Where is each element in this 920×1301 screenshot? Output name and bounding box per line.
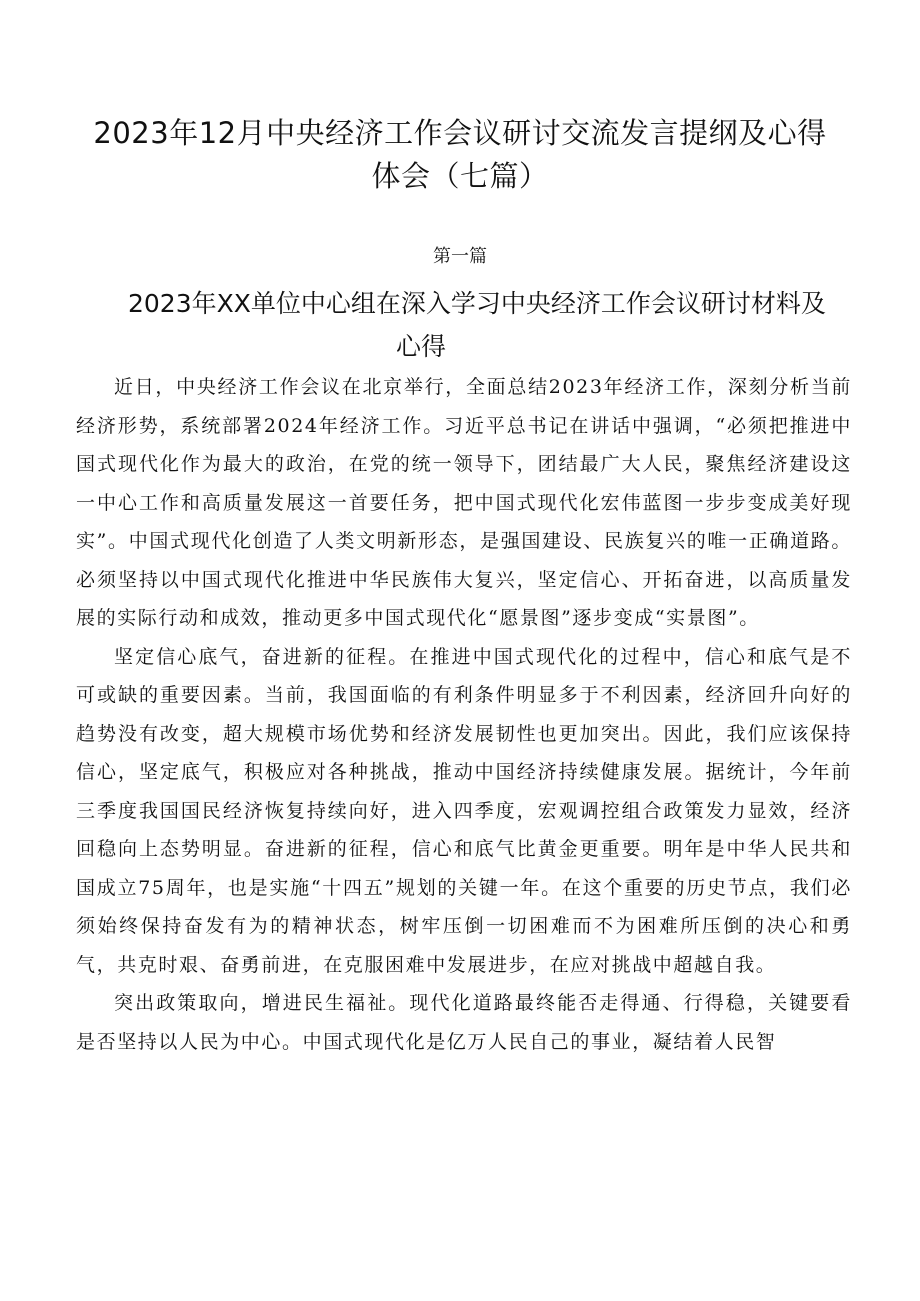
section-label: 第一篇 xyxy=(433,246,487,267)
document-title: 2023年12月中央经济工作会议研讨交流发言提纲及心得体会（七篇） xyxy=(93,116,827,193)
paragraph: 坚定信心底气，奋进新的征程。在推进中国式现代化的过程中，信心和底气是不可或缺的重要因素。当前，我国面临的有利条件明显多于不利因素，经济回升向好的趋势没有改变，超大规模市场优势和经济发展韧性也更加突出。因此，我们应该保持信心，坚定底气，积极应对各种挑战，推动中国经济持续健康发展。据统计，今年前三季度我国国民经济恢复持续向好，进入四季度，宏观调控组合政策发力显效，经济回稳向上态势明显。奋进新的征程，信心和底气比黄金更重要。明年是中华人民共和国成立75周年，也是实施“十四五”规划的关键一年。在这个重要的历史节点，我们必须始终保持奋发有为的精神状态，树牢压倒一切困难而不为困难所压倒的决心和勇气，共克时艰、奋勇前进，在克服困难中发展进步，在应对挑战中超越自我。 xyxy=(76,645,852,976)
paragraph: 突出政策取向，增进民生福祉。现代化道路最终能否走得通、行得稳，关键要看是否坚持以人民为中心。中国式现代化是亿万人民自己的事业，凝结着人民智 xyxy=(76,992,852,1053)
article-body xyxy=(76,368,852,1061)
paragraph: 近日，中央经济工作会议在北京举行，全面总结2023年经济工作，深刻分析当前经济形势，系统部署2024年经济工作。习近平总书记在讲话中强调，“必须把推进中国式现代化作为最大的政治，在党的统一领导下，团结最广大人民，聚焦经济建设这一中心工作和高质量发展这一首要任务，把中国式现代化宏伟蓝图一步步变成美好现实”。中国式现代化创造了人类文明新形态，是强国建设、民族复兴的唯一正确道路。必须坚持以中国式现代化推进中华民族伟大复兴，坚定信心、开拓奋进，以高质量发展的实际行动和成效，推动更多中国式现代化“愿景图”逐步变成“实景图”。 xyxy=(76,376,852,629)
article-title-line-2: 心得 xyxy=(396,332,447,361)
article-title xyxy=(120,282,860,368)
article-title-line-1: 2023年XX单位中心组在深入学习中央经济工作会议研讨材料及 xyxy=(128,289,826,318)
